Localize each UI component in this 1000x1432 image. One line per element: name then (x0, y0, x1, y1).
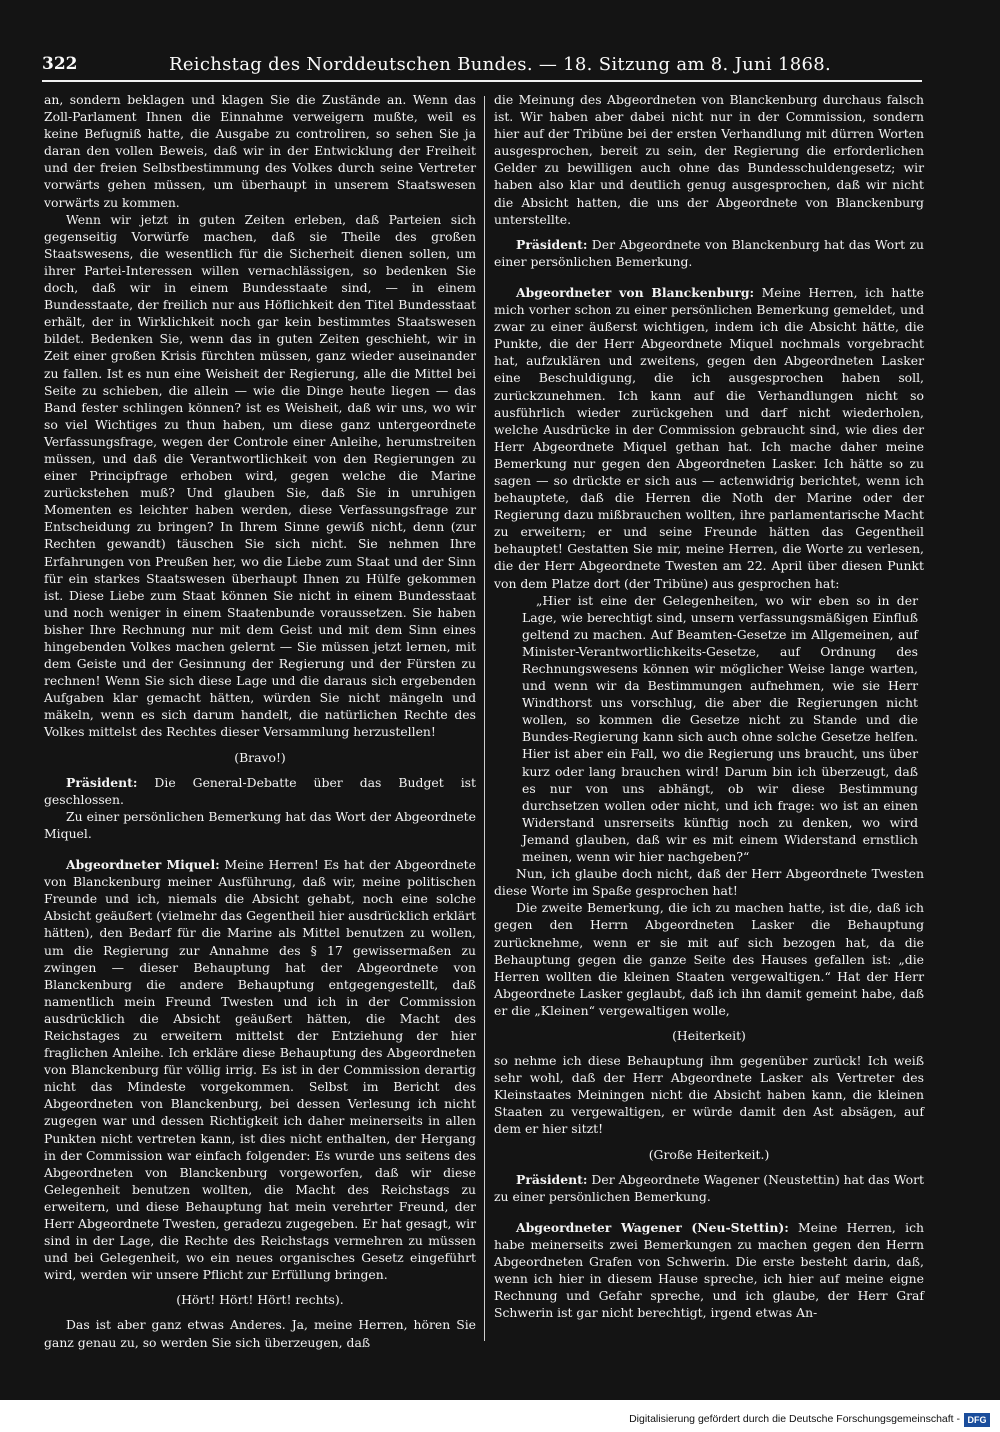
speaker-paragraph: Präsident: Der Abgeordnete von Blanckenburg hat das Wort zu einer persönlichen Bemerkung. (494, 236, 924, 269)
speaker-label: Präsident: (516, 236, 588, 252)
speaker-paragraph: Präsident: Die General-Debatte über das Budget ist geschlossen. (44, 774, 476, 807)
dfg-logo: DFG (964, 1413, 990, 1427)
quotation: „Hier ist eine der Gelegenheiten, wo wir eben so in der Lage, wie berechtigt sind, unsern verfassungsmäßigen Einfluß geltend zu machen. Auf Beamten-Gesetze im Allgemeinen, auf Minister-Verantwortlichkeits-Gesetze, auf Ordnung des Rechnungswesens können wir möglicher Weise lange warten, und wenn wir da Bestimmungen aufnehmen, wie sie Herr Windthorst uns vorschlug, die aber die Regierungen nicht wollen, so kommen die Gesetze nicht zu Stande und die Bundes-Regierung kann sich auch ohne solche Gesetze helfen. Hier ist aber ein Fall, wo die Regierung uns braucht, uns über kurz oder lang brauchen wird! Darum bin ich überzeugt, daß es nur von uns abhängt, ob wir diese Bestimmung durchsetzen wollen oder nicht, und ich frage: wo ist an einen Widerstand unsrerseits künftig noch zu denken, wo wird Jemand glauben, daß wir es mit einem Widerstand ernstlich meinen, wenn wir hier nachgeben?“ (522, 592, 918, 865)
paragraph: so nehme ich diese Behauptung ihm gegenüber zurück! Ich weiß sehr wohl, daß der Herr Abgeordnete Lasker als Vertreter des Kleinstaates Meiningen nicht die Absicht haben kann, die kleinen Staaten zu vergewaltigen, er würde damit den Ast absägen, auf dem er hier sitzt! (494, 1053, 924, 1137)
header-rule (42, 80, 922, 82)
speaker-label: Abgeordneter Wagener (Neu-Stettin): (516, 1219, 789, 1235)
speaker-label: Präsident: (516, 1171, 588, 1187)
footer-bar (0, 1410, 1000, 1432)
speaker-paragraph: Abgeordneter von Blanckenburg: Meine Herren, ich hatte mich vorher schon zu einer persönlichen Bemerkung gemeldet, und zwar zu einer äußerst wichtigen, indem ich die Absicht hätte, die Punkte, die der Herr Abgeordnete Miquel nochmals vorgebracht hat, aufzuklären und zweitens, gegen den Abgeordneten Lasker eine Beschuldigung, die ich ausgesprochen haben soll, zurückzunehmen. Ich kann auf die Verhandlungen nicht so ausführlich wieder zurückgehen und darf nicht wiederholen, welche Ausdrücke in der Commission gebraucht sind, wie dies der Herr Abgeordnete Miquel gethan hat. Ich mache daher meine Bemerkung nur gegen den Abgeordneten Lasker. Ich hätte so zu sagen — so drückte er sich aus — actenwidrig berichtet, wenn ich behauptete, daß die Herren die Noth der Marine oder der Regierung dazu mißbrauchen wollten, ihre parlamentarische Macht zu erweitern; er und seine Freunde hätten das Gegentheil behauptet! Gestatten Sie mir, meine Herren, die Worte zu verlesen, die der Herr Abgeordnete Twesten am 22. April über diesen Punkt von dem Platze dort (der Tribüne) aus gesprochen hat: (494, 284, 925, 591)
running-header-title: Reichstag des Norddeutschen Bundes. — 18. Sitzung am 8. Juni 1868. (168, 54, 831, 75)
paragraph: die Meinung des Abgeordneten von Blanckenburg durchaus falsch ist. Wir haben aber dabei nicht nur in der Commission, sondern hier auf der Tribüne bei der ersten Verhandlung mit dürren Worten ausgesprochen, bereit zu sein, der Regierung die erforderlichen Gelder zu bewilligen auch ohne das Bundesschuldengesetz; wir haben also klar und deutlich genug ausgesprochen, daß wir nicht die Absicht hatten, die uns der Abgeordnete von Blanckenburg unterstellte. (494, 92, 924, 227)
speaker-label: Präsident: (66, 774, 138, 790)
paragraph: Wenn wir jetzt in guten Zeiten erleben, daß Parteien sich gegenseitig Vorwürfe machen, daß sie Theile des großen Staatswesens, die wesentlich für die Sicherheit dienen sollen, um ihrer Partei-Interessen willen vernachlässigen, so bedenken Sie doch, daß wir in einem Bundesstaate sind, — in einem Bundesstaate, der freilich nur aus Höflichkeit den Titel Bundesstaat erhält, der in Wirklichkeit noch gar kein bestimmtes Staatswesen bildet. Bedenken Sie, wenn das in guten Zeiten geschieht, wir in Zeit einer großen Krisis fürchten müssen, ganz wieder auseinander zu fallen. Ist es nun eine Weisheit der Regierung, alle die Mittel bei Seite zu schieben, die allein — wie die Dinge heute liegen — das Band fester schlingen können? ist es Weisheit, daß wir uns, wo wir so viel Wichtiges zu thun haben, um diese ganz untergeordnete Verfassungsfrage, wegen der Controle einer Anleihe, herumstreiten müssen, und daß die Verantwortlichkeit von den Regierungen zu einer Principfrage erhoben wird, gegen welche die Marine zurückstehen muß? Und glauben Sie, daß Sie in unruhigen Momenten es leichter haben werden, diese Verfassungsfrage zur Entscheidung zu bringen? In Ihrem Sinne gewiß nicht, denn (zur Rechten gewandt) täuschen Sie sich nicht. Sie nehmen Ihre Erfahrungen von Preußen her, wo die Liebe zum Staat und der Sinn für ein starkes Staatswesen überhaupt Ihnen zu Hülfe gekommen ist. Diese Liebe zum Staat können Sie nicht in einem Bundesstaat und noch weniger in einem Staatenbunde voraussetzen. Sie haben bisher Ihre Rechnung nur mit dem Geist und mit dem Sinn eines hingebenden Volkes machen gelernt — Sie müssen jetzt lernen, mit dem Geiste und der Gesinnung der Regierung und der Fürsten zu rechnen! Wenn Sie sich diese Lage und die daraus sich ergebenden Aufgaben klar gemacht hätten, würden Sie nicht mängeln und mäkeln, wenn es sich darum handelt, die natürlichen Rechte des Volkes mittelst des Rechtes dieser Versammlung herzustellen! (44, 211, 476, 740)
speaker-paragraph: Präsident: Der Abgeordnete Wagener (Neustettin) hat das Wort zu einer persönlichen Bemerkung. (494, 1171, 924, 1204)
left-column (44, 91, 476, 1351)
paragraph: Nun, ich glaube doch nicht, daß der Herr Abgeordnete Twesten diese Worte im Spaße gesprochen hat! (494, 866, 924, 899)
paragraph: Die zweite Bemerkung, die ich zu machen hatte, ist die, daß ich gegen den Herrn Abgeordneten Lasker die Behauptung zurücknehme, wenn er sie mit auf sich bezogen hat, da die Behauptung gegen die ganze Seite des Hauses gefallen ist: „die Herren wollten die kleinen Staaten vergewaltigen.“ Hat der Herr Abgeordnete Lasker geglaubt, daß ich ihn damit gemeint habe, daß er die „Kleinen“ vergewaltigen wolle, (494, 900, 924, 1018)
right-column (494, 91, 924, 1321)
interjection: (Große Heiterkeit.) (648, 1146, 770, 1162)
paragraph: an, sondern beklagen und klagen Sie die Zustände an. Wenn das Zoll-Parlament Ihnen die Einnahme verweigern mußte, weil es keine Befugniß hatte, die Ausgabe zu controliren, so sehen Sie ja daran den vollen Beweis, daß wir in der Entwicklung der Freiheit und der freien Selbstbestimmung des Volkes durch seine Vertreter vorwärts gehen müssen, um überhaupt in unserem Staatswesen vorwärts zu kommen. (44, 92, 476, 210)
page-number: 322 (42, 54, 78, 74)
speaker-paragraph: Abgeordneter Miquel: Meine Herren! Es hat der Abgeordnete von Blanckenburg meiner Ausführung, daß wir, meine politischen Freunde und ich, niemals die Absicht gehabt, noch eine solche Absicht geäußert (vielmehr das Gegentheil hier ausdrücklich erklärt hätten), den Bedarf für die Marine als Mittel benutzen zu wollen, um die Regierung zur Annahme des § 17 gewissermaßen zu zwingen — dieser Behauptung hat der Abgeordnete von Blanckenburg die andere Behauptung entgegengestellt, daß namentlich mein Freund Twesten und ich in der Commission ausdrücklich die Absicht geäußert hätten, die Macht des Reichstages zu erweitern mittelst der Entziehung der hier fraglichen Anleihe. Ich erkläre diese Behauptung des Abgeordneten von Blanckenburg für völlig irrig. Es ist in der Commission derartig nicht das Mindeste vorgekommen. Selbst im Bericht des Abgeordneten von Blanckenburg, bei dessen Verlesung ich nicht zugegen war und dessen Richtigkeit ich daher meinerseits in allen Punkten nicht vertreten kann, ist dies nicht enthalten, der Hergang in der Commission war einfach folgender: Es wurde uns seitens des Abgeordneten von Blanckenburg vorgeworfen, daß wir diese Gelegenheit benutzen wollten, die Macht des Reichstags zu erweitern, und diese Behauptung hat mein verehrter Freund, der Herr Abgeordnete Twesten, geradezu zugegeben. Er hat gesagt, wir sind in der Lage, die Rechte des Reichstags vermehren zu müssen und bei Gelegenheit, wo ein neues organisches Gesetz eingeführt wird, werden wir unsere Pflicht zur Erfüllung bringen. (44, 857, 476, 1283)
column-divider (484, 96, 485, 1341)
paragraph: Das ist aber ganz etwas Anderes. Ja, meine Herren, hören Sie ganz genau zu, so werden Sie sich überzeugen, daß (44, 1317, 476, 1350)
paragraph: Zu einer persönlichen Bemerkung hat das Wort der Abgeordnete Miquel. (44, 808, 476, 841)
speaker-paragraph: Abgeordneter Wagener (Neu-Stettin): Meine Herren, ich habe meinerseits zwei Bemerkungen zu machen gegen den Herrn Abgeordneten Grafen von Schwerin. Die erste besteht darin, daß, wenn ich hier in diesem Hause spreche, ich hier auf meine eigne Rechnung und Gefahr spreche, und ich glaube, der Herr Graf Schwerin ist gar nicht berechtigt, irgend etwas An- (494, 1219, 924, 1321)
interjection: (Heiterkeit) (672, 1027, 746, 1043)
speaker-label: Abgeordneter von Blanckenburg: (516, 284, 755, 300)
speaker-label: Abgeordneter Miquel: (66, 857, 220, 873)
interjection: (Hört! Hört! Hört! rechts). (176, 1292, 344, 1308)
funding-credit: Digitalisierung gefördert durch die Deutsche Forschungsgemeinschaft - (629, 1413, 960, 1425)
interjection: (Bravo!) (234, 749, 286, 765)
